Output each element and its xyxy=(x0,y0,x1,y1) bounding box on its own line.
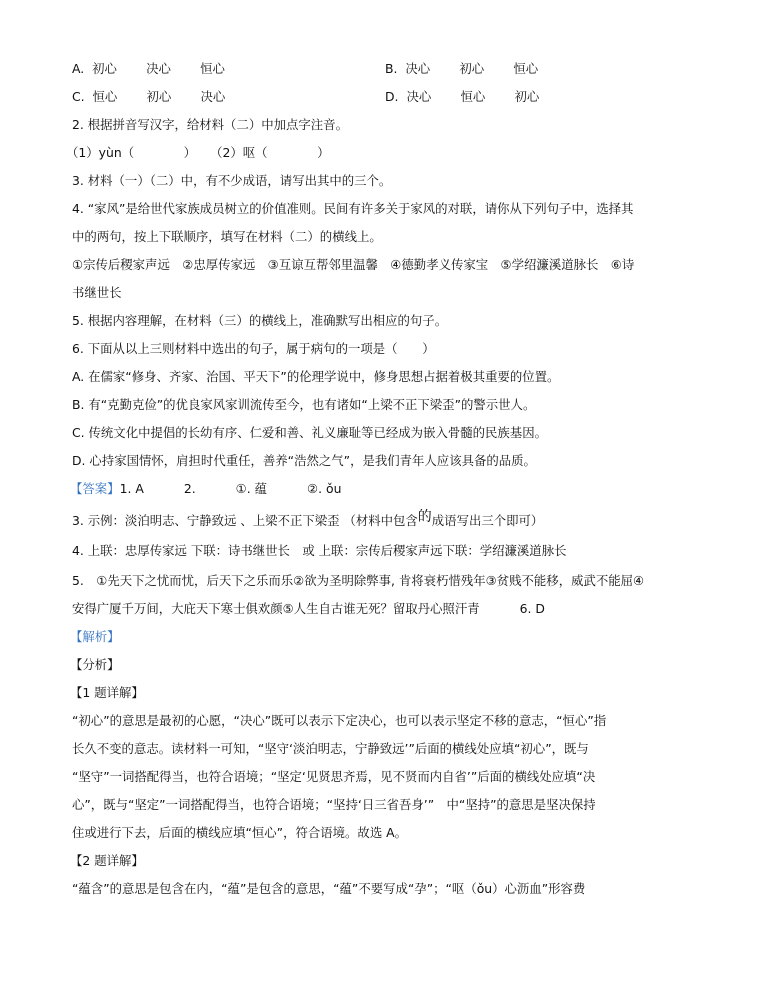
analysis-fenxi: 【分析】 xyxy=(70,657,120,672)
question-6-option-b: B. 有“克勤克俭”的优良家风家训流传至今，也有诸如“上梁不正下梁歪”的警示世人。 xyxy=(72,397,536,412)
option-word: 决心 xyxy=(200,89,226,104)
answer-label: 【答案】 xyxy=(70,481,120,496)
option-word: 初心 xyxy=(514,89,540,104)
question-6-option-c: C. 传统文化中提倡的长幼有序、仁爱和善、礼义廉耻等已经成为嵌入骨髓的民族基因。 xyxy=(72,425,547,440)
question-4-choices: ①宗传后稷家声远 ②忠厚传家远 ③互谅互帮邻里温馨 ④德勤孝义传家宝 ⑤学绍濂溪道脉长 ⑥诗 xyxy=(72,257,635,272)
q1-option-a xyxy=(72,61,225,77)
option-letter: B. xyxy=(385,61,398,76)
question-4-line-2: 中的两句，按上下联顺序，填写在材料（二）的横线上。 xyxy=(72,229,382,244)
question-6-option-d: D. 心持家国情怀，肩担时代重任，善养“浩然之气”，是我们青年人应该具备的品质。 xyxy=(72,453,536,468)
detail-1-line-4: 心”，既与“坚定”一词搭配得当，也符合语境；“坚持‘日三省吾身’” 中“坚持”的意思是坚决保持 xyxy=(72,797,596,812)
answer-2-2: ②. ǒu xyxy=(307,481,342,496)
question-5: 5. 根据内容理解，在材料（三）的横线上，准确默写出相应的句子。 xyxy=(72,313,448,328)
option-letter: C. xyxy=(72,89,85,104)
answer-3 xyxy=(72,509,544,529)
q1-option-c xyxy=(72,89,225,105)
option-word: 初心 xyxy=(146,89,172,104)
answer-1: 1. A xyxy=(119,481,144,496)
answer-5-text: 安得广厦千万间，大庇天下寒士俱欢颜⑤人生自古谁无死？留取丹心照汗青 xyxy=(72,601,480,616)
detail-1-line-3: “坚守”一词搭配得当，也符合语境；“坚定‘见贤思齐焉，见不贤而内自省’”后面的横线处应填“决 xyxy=(72,769,596,784)
answer-5-line-1: 5. ①先天下之忧而忧，后天下之乐而乐②欲为圣明除弊事, 肯将衰朽惜残年③贫贱不能移，威武不能屈④ xyxy=(72,573,645,588)
detail-1-title: 【1 题详解】 xyxy=(70,685,144,700)
analysis-label: 【解析】 xyxy=(70,629,120,644)
answer-3-text: 3. 示例：淡泊明志、宁静致远 、上梁不正下梁歪 （材料中包含 xyxy=(72,513,418,528)
answer-3-text-end: 成语写出三个即可） xyxy=(431,513,544,528)
detail-2-title: 【2 题详解】 xyxy=(70,853,144,868)
option-word: 决心 xyxy=(406,89,432,104)
option-word: 恒心 xyxy=(460,89,486,104)
question-2-blank-1: （1）yùn（ ） xyxy=(66,145,197,160)
option-word: 决心 xyxy=(405,61,431,76)
question-2: 2. 根据拼音写汉字，给材料（二）中加点字注音。 xyxy=(72,117,348,132)
option-word: 恒心 xyxy=(92,89,118,104)
option-letter: D. xyxy=(385,89,399,104)
answer-5-line-2 xyxy=(72,601,545,617)
answer-2-1: ①. 蕴 xyxy=(235,481,268,496)
detail-1-line-5: 住或进行下去，后面的横线应填“恒心”，符合语境。故选 A。 xyxy=(72,825,408,840)
answer-2: 2. xyxy=(183,481,196,496)
question-3: 3. 材料（一）（二）中，有不少成语，请写出其中的三个。 xyxy=(72,173,392,188)
detail-2-line-1: “蕴含”的意思是包含在内，“蕴”是包含的意思，“蕴”不要写成“孕”；“呕（ǒu）心沥血”形容费 xyxy=(72,881,586,896)
question-4-choices-cont: 书继世长 xyxy=(72,285,122,300)
answer-3-raised: 的 xyxy=(417,509,432,525)
detail-1-line-2: 长久不变的意志。读材料一可知，“坚守‘淡泊明志，宁静致远’”后面的横线处应填“初心”，既与 xyxy=(72,741,589,756)
answer-6: 6. D xyxy=(519,601,545,616)
question-4-line-1: 4. “家风”是给世代家族成员树立的价值准则。民间有许多关于家风的对联，请你从下列句子中，选择其 xyxy=(72,201,634,216)
question-6-option-a: A. 在儒家“修身、齐家、治国、平天下”的伦理学说中，修身思想占据着极其重要的位置。 xyxy=(72,369,560,384)
option-word: 恒心 xyxy=(200,61,225,76)
answer-line-1 xyxy=(70,481,341,497)
question-2-blank-2: （2）呕（ ） xyxy=(210,145,330,160)
question-2-blanks xyxy=(66,145,329,161)
answer-4: 4. 上联：忠厚传家远 下联：诗书继世长 或 上联：宗传后稷家声远下联：学绍濂溪道脉长 xyxy=(72,543,567,558)
detail-1-line-1: “初心”的意思是最初的心愿，“决心”既可以表示下定决心，也可以表示坚定不移的意志，“恒心”指 xyxy=(72,713,607,728)
option-word: 初心 xyxy=(459,61,485,76)
option-word: 决心 xyxy=(146,61,171,76)
q1-option-b xyxy=(385,61,538,77)
question-6-stem: 6. 下面从以上三则材料中选出的句子，属于病句的一项是（ ） xyxy=(72,341,435,356)
option-letter: A. xyxy=(72,61,85,76)
q1-option-d xyxy=(385,89,539,105)
option-word: 恒心 xyxy=(513,61,539,76)
option-word: 初心 xyxy=(92,61,117,76)
